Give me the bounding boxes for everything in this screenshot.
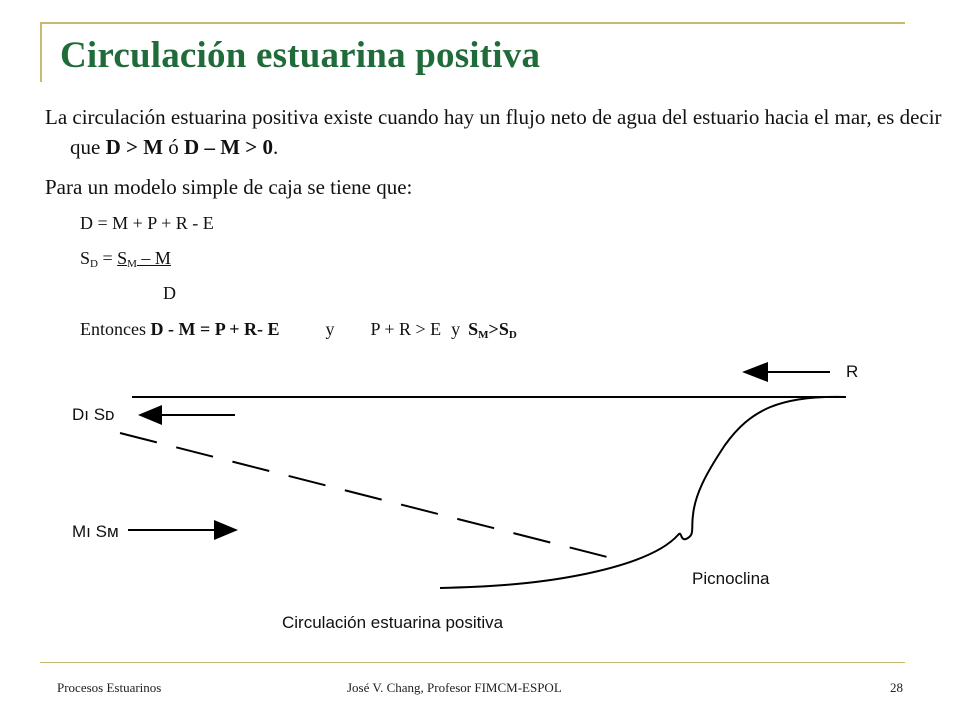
eq4-s2: S — [498, 319, 509, 339]
footer-author: José V. Chang, Profesor FIMCM-ESPOL — [347, 680, 562, 695]
eq4-salinity-compare — [468, 319, 517, 339]
diagram-caption: Circulación estuarina positiva — [282, 613, 504, 632]
eq4-y2: y — [451, 319, 461, 339]
eq2-numerator — [117, 248, 171, 268]
condition-d-minus-m: D – M > 0 — [184, 135, 273, 159]
eq2-s-symbol: S — [80, 248, 91, 268]
label-r: R — [846, 362, 859, 381]
equation-conclusion — [80, 316, 517, 348]
condition-d-gt-m: D > M — [105, 135, 164, 159]
arrow-d-head — [138, 405, 162, 425]
eq4-sub-d: D — [508, 329, 517, 341]
arrow-r-head — [742, 362, 768, 382]
footer-divider — [40, 662, 905, 663]
paragraph-positive-circulation — [45, 102, 950, 162]
arrow-m-head — [214, 520, 238, 540]
paragraph1-end: . — [272, 135, 279, 159]
paragraph1-connector: ó — [163, 135, 185, 159]
label-m-sm: Mı Sᴍ — [72, 522, 119, 541]
frame-top-line — [40, 22, 905, 24]
equation-salinity-denominator: D — [163, 283, 176, 303]
eq4-s1: S — [468, 319, 479, 339]
estuary-circulation-diagram — [60, 355, 890, 645]
paragraph-box-model: Para un modelo simple de caja se tiene que: — [45, 175, 413, 199]
label-d-sd: Dı Sᴅ — [72, 405, 115, 424]
picnocline-curve — [440, 397, 846, 588]
eq4-condition: P + R > E — [370, 319, 442, 339]
frame-left-line — [40, 22, 42, 82]
eq4-prefix: Entonces — [80, 319, 151, 339]
label-picnoclina: Picnoclina — [692, 569, 770, 588]
footer-page-number: 28 — [890, 680, 903, 695]
eq2-equals: = — [97, 248, 118, 268]
paragraph1-text: La circulación estuarina positiva existe cuando hay un flujo neto de agua del estuario hacia el mar, es decir que — [45, 105, 942, 159]
eq2-sub-m: M — [127, 258, 137, 270]
eq2-sub-d: D — [90, 258, 98, 270]
eq2-minus-m: – M — [136, 248, 171, 268]
eq4-y1: y — [325, 319, 335, 339]
dashed-salinity-line — [120, 433, 615, 559]
eq4-sub-m: M — [478, 329, 489, 341]
eq2-s-m-symbol: S — [117, 248, 128, 268]
footer-course: Procesos Estuarinos — [57, 680, 162, 695]
equation-water-balance: D = M + P + R - E — [80, 213, 214, 233]
eq4-gt: > — [488, 319, 499, 339]
slide-title: Circulación estuarina positiva — [60, 35, 541, 76]
equation-salinity-numerator — [80, 245, 171, 277]
eq4-bold-equation: D - M = P + R- E — [150, 319, 280, 339]
